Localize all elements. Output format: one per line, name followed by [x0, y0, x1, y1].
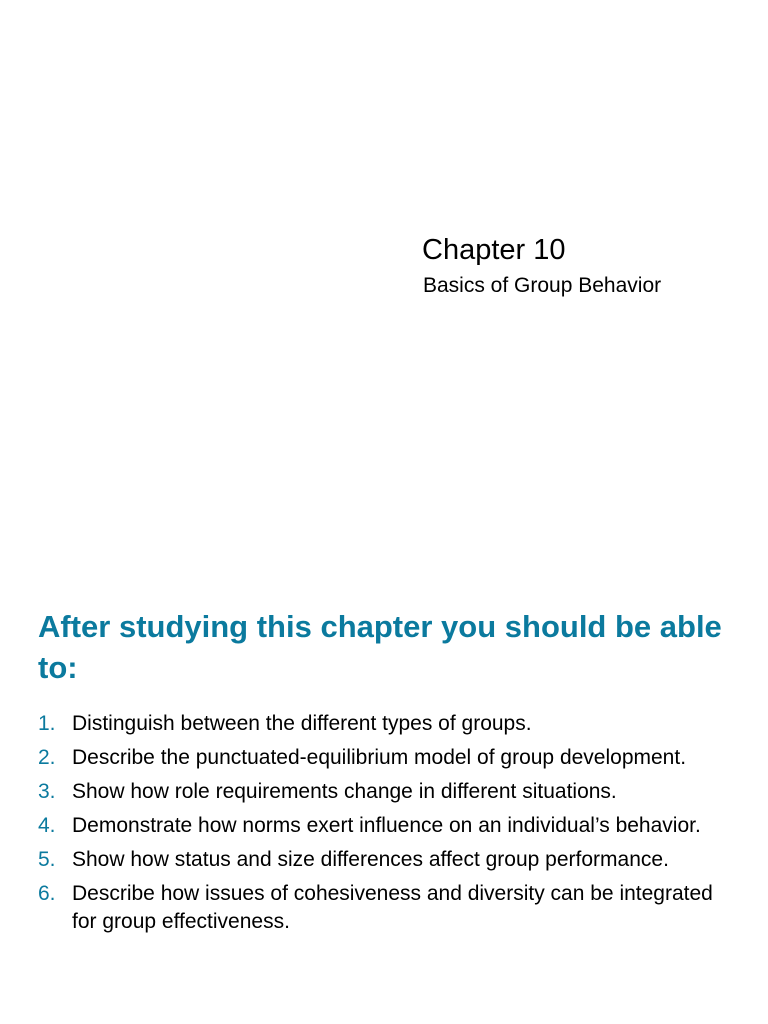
objective-item	[38, 710, 738, 738]
objective-item	[38, 812, 738, 840]
objectives-list	[38, 710, 738, 942]
chapter-subtitle: Basics of Group Behavior	[423, 274, 662, 297]
objective-item	[38, 744, 738, 772]
objective-text: Describe the punctuated-equilibrium model of group development.	[72, 746, 687, 769]
chapter-title: Chapter 10	[422, 234, 566, 266]
objective-number: 2.	[38, 746, 56, 769]
objective-text: Distinguish between the different types of groups.	[72, 712, 532, 735]
objective-number: 3.	[38, 780, 56, 803]
objective-item	[38, 846, 738, 874]
objective-item	[38, 778, 738, 806]
objective-number: 5.	[38, 848, 56, 871]
objective-number: 1.	[38, 712, 56, 735]
objective-text: Show how role requirements change in different situations.	[72, 780, 617, 803]
objectives-heading: After studying this chapter you should be able to:	[38, 609, 722, 685]
objective-text: Describe how issues of cohesiveness and diversity can be integrated for group effectiveness.	[72, 882, 713, 933]
objective-text: Show how status and size differences affect group performance.	[72, 848, 669, 871]
objective-text: Demonstrate how norms exert influence on an individual’s behavior.	[72, 814, 701, 837]
objective-number: 4.	[38, 814, 56, 837]
objective-number: 6.	[38, 882, 56, 905]
objective-item	[38, 880, 738, 936]
